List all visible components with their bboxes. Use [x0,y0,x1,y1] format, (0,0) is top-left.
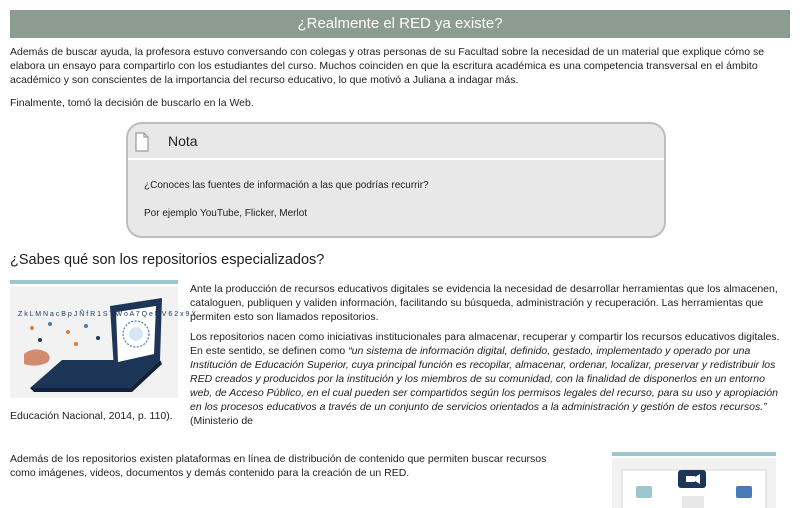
definition-lead: Los repositorios nacen como iniciativas institucionales para almacenar, recuperar y compartir los recursos educativos digitales. En este sentido, se definen como [190,331,780,357]
intro-paragraph-1: Además de buscar ayuda, la profesora estuvo conversando con colegas y otras personas de su Facultad sobre la necesidad de un material que explique cómo se elabora un ensayo para compartirlo con los estudiantes del curso. Muchos coinciden en que la escritura académica es una competencia transversal en el ámbito académico y son conscientes de la importancia del recurso educativo, lo que motivó a Juliana a indagar más. [10,46,765,86]
definition-quote: “un sistema de información digital, definido, gestado, implementado y operado por una Institución de Educación Superior, cuya principal función es recopilar, almacenar, ordenar, localizar, preservar y redistribuir los RED creados y producidos por la institución y los miembros de su comunidad, con la finalidad de disponerlos en un entorno web, de Acceso Público, en el cual pueden ser compartidos según los permisos legales del recurso, para su uso y apropiación en los procesos educativos a través de un conjunto de servicios orientados a la administración y gestión de estos recursos.” [190,345,778,413]
note-question: ¿Conoces las fuentes de información a las que podrías recurrir? [144,180,429,191]
note-header [128,124,664,160]
repositories-paragraph-1: Ante la producción de recursos educativos digitales se evidencia la necesidad de desarrollar herramientas que los almacenen, cataloguen, publiquen y validen información, facilitando su búsqueda, administración y recuperación. Las herramientas que permiten esto son llamados repositorios. [190,283,778,323]
note-document-icon [134,132,150,152]
platforms-illustration [612,452,776,508]
section-banner: ¿Realmente el RED ya existe? [10,10,790,38]
note-box [126,122,666,238]
citation-part-2: Educación Nacional, 2014, p. 110). [10,410,173,422]
small-camera-icon-right [736,486,752,498]
citation-part-1: (Ministerio de [190,415,254,427]
floating-letters: Z k L M N a c B p J Ñ f R 1 S T W o A 7 Q e D V 6 2 x 9 X [18,311,197,318]
platforms-paragraph: Además de los repositorios existen plataformas en línea de distribución de contenido que permiten buscar recursos como imágenes, videos, documentos y demás contenido para la creación de un RED. [10,453,547,479]
repositories-paragraph-2 [190,330,788,428]
note-title: Nota [168,133,198,149]
repositories-heading: ¿Sabes qué son los repositorios especializados? [10,252,325,268]
small-camera-icon-left [636,486,652,498]
note-example: Por ejemplo YouTube, Flicker, Merlot [144,208,308,219]
laptop-repository-illustration [10,280,197,398]
intro-paragraph-2: Finalmente, tomó la decisión de buscarlo en la Web. [10,97,254,109]
